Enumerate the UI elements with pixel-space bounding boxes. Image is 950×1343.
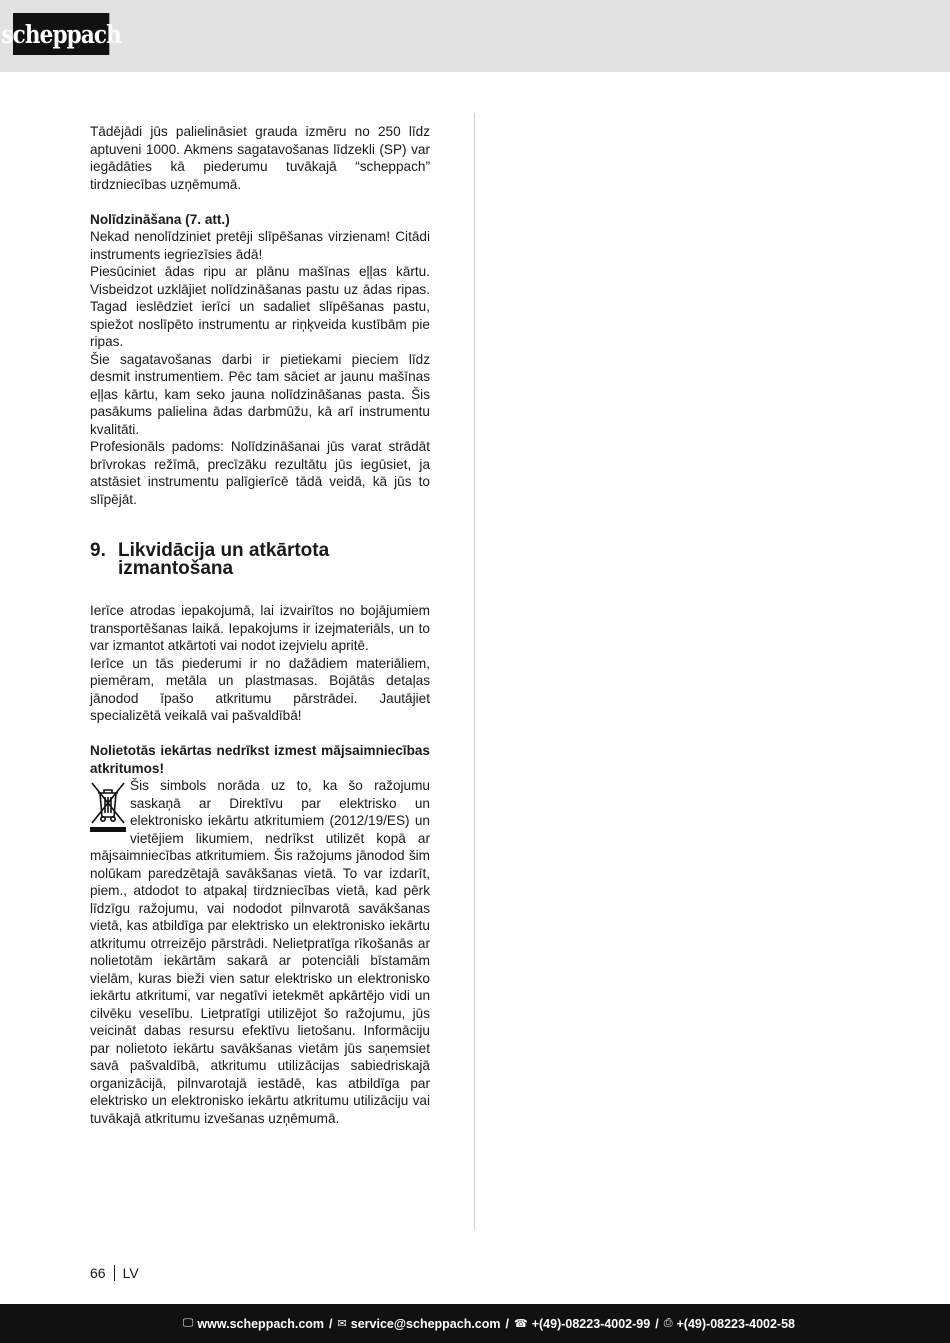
section-heading — [90, 542, 430, 578]
brand-logo: scheppach — [13, 13, 109, 55]
leveling-paragraph-3: Šie sagatavošanas darbi ir pietiekami pieciem līdz desmit instrumentiem. Pēc tam sāciet ar jaunu mašīnas eļļas kārtu, kam seko jauna nolīdzināšanas pasta. Šis pasākums palielina ādas darbmūžu, kā arī instrumentu kvalitāti. — [90, 351, 430, 437]
language-code: LV — [122, 1265, 139, 1281]
text-column — [90, 123, 430, 1127]
phone-number[interactable]: +(49)-08223-4002-99 — [531, 1316, 651, 1331]
column-divider — [474, 113, 475, 1230]
footer-separator: / — [505, 1316, 509, 1331]
page-number-divider — [114, 1265, 115, 1281]
header-band — [0, 0, 950, 72]
fax-icon: ⎙︎ — [663, 1317, 673, 1329]
disposal-paragraph-2: Ierīce un tās piederumi ir no dažādiem materiāliem, piemēram, metāla un plastmasas. Bojātās detaļas jānodod īpašo atkritumu pārstrādei. Jautājiet specializētā veikalā vai pašvaldībā! — [90, 655, 430, 723]
crossed-out-wheelie-bin-icon — [90, 777, 126, 839]
envelope-icon: ✉︎ — [337, 1318, 347, 1330]
footer-separator: / — [655, 1316, 659, 1331]
fax-number: +(49)-08223-4002-58 — [676, 1316, 795, 1331]
disposal-paragraph-1: Ierīce atrodas iepakojumā, lai izvairītos no bojājumiem transportēšanas laikā. Iepakojums ir izejmateriāls, un to var izmantot atkārtoti vai nodot izejvielu apritē. — [90, 603, 430, 653]
weee-text: Šis simbols norāda uz to, ka šo ražojumu saskaņā ar Direktīvu par elektrisko un elektronisko iekārtu atkritumiem (2012/19/ES) un vietējiem likumiem, nedrīkst utilizēt kopā ar mājsaimniecības atkritumiem. Šis ražojums jānodod šim nolūkam paredzētajā savākšanas vietā. To var izdarīt, piem., atdodot to atpakaļ tirdzniecības vietā, kad pērk līdzīgu ražojumu, vai nododot pilnvarotā savākšanas vietā, kas atbildīga par elektrisko un elektronisko iekārtu atkritumu otrreizējo pārstrādi. Nelietpratīga rīkošanās ar nolietotām iekārtām sakarā ar potenciāli bīstamām vielām, kuras bieži vien satur elektrisko un elektronisko iekārtu atkritumi, var negatīvi ietekmēt apkārtējo vidi un cilvēku veselību. Lietpratīgi utilizējot šo ražojumu, jūs veicināt dabas resursu efektīvu lietošanu. Informāciju par nolietoto iekārtu savākšanas vietām jūs saņemsiet savā pašvaldībā, atkritumu utilizācijas sabiedriskajā organizācijā, pilnvarotajā iestādē, kas atbildīga par elektrisko un elektronisko iekārtu atkritumu utilizāciju vai tuvākajā atkritumu izvešanas uzņēmumā. — [90, 778, 430, 1126]
intro-paragraph: Tādējādi jūs palielināsiet grauda izmēru no 250 līdz aptuveni 1000. Akmens sagatavošanas līdzekli (SP) var iegādāties kā piederumu tuvākajā “scheppach” tirdzniecības uzņēmumā. — [90, 124, 430, 192]
phone-icon: ☎︎ — [514, 1318, 528, 1330]
weee-block — [90, 777, 430, 1127]
website-link[interactable]: www.scheppach.com — [197, 1316, 325, 1331]
section-title: Likvidācija un atkārtota izmantošana — [118, 540, 330, 579]
footer-separator: / — [329, 1316, 333, 1331]
leveling-heading: Nolīdzināšana (7. att.) — [90, 211, 230, 227]
leveling-paragraph-2: Piesūciniet ādas ripu ar plānu mašīnas eļļas kārtu. Visbeidzot uzklājiet nolīdzināšanas pastu uz ādas ripas. Tagad ieslēdziet ierīci un sadaliet slīpēšanas pastu, spiežot noslīpēto instrumentu ar riņķveida kustībām pie ripas. — [90, 264, 430, 349]
warning-heading: Nolietotās iekārtas nedrīkst izmest mājsaimniecības atkritumos! — [90, 743, 430, 776]
footer-band — [0, 1304, 950, 1343]
computer-icon: 🖵︎ — [182, 1317, 194, 1329]
section-number: 9. — [90, 540, 106, 561]
page-number: 66 — [90, 1265, 106, 1281]
page-number-area — [90, 1265, 139, 1281]
email-link[interactable]: service@scheppach.com — [350, 1316, 501, 1331]
leveling-paragraph-1: Nekad nenolīdziniet pretēji slīpēšanas virzienam! Citādi instruments iegriezīsies ādā! — [90, 229, 430, 262]
leveling-paragraph-4: Profesionāls padoms: Nolīdzināšanai jūs varat strādāt brīvrokas režīmā, precīzāku rezultātu jūs iegūsiet, ja atstāsiet instrumentu palīgierīcē tādā veidā, kā jūs to slīpējāt. — [90, 439, 430, 507]
